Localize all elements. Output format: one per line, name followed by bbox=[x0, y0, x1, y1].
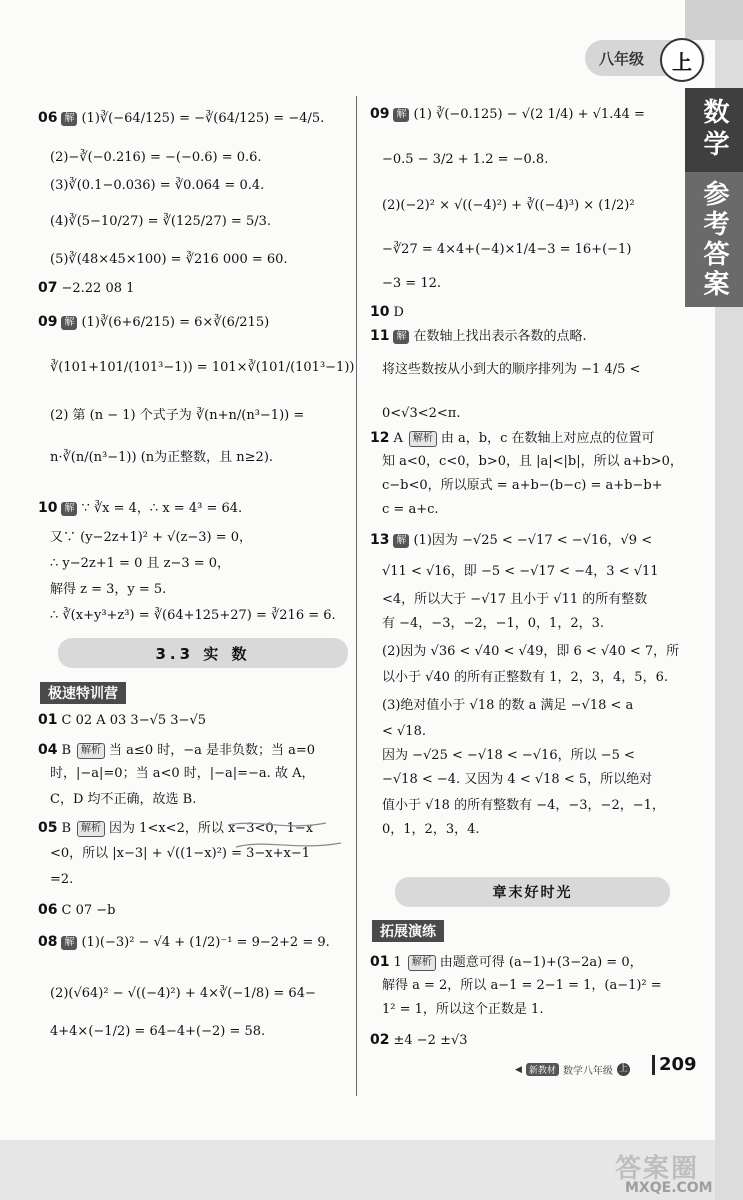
answer-text: (3)绝对值小于 √18 的数 a 满足 −√18 < a bbox=[382, 698, 634, 713]
question-number: 09 bbox=[370, 106, 390, 122]
answer-line bbox=[50, 528, 252, 548]
page-footer bbox=[515, 1062, 630, 1077]
answer-text: −3 = 12. bbox=[382, 276, 441, 291]
question-number: 06 bbox=[38, 110, 58, 126]
answer-line bbox=[370, 302, 404, 323]
answer-line bbox=[370, 326, 587, 347]
answer-line bbox=[382, 796, 665, 816]
footer-book-title: 数学八年级 bbox=[562, 1066, 613, 1077]
answer-text: (2)(−2)² × √((−4)²) + ∛((−4)³) × (1/2)² bbox=[382, 198, 635, 213]
answer-line bbox=[370, 104, 645, 125]
solution-badge: 解析 bbox=[409, 431, 437, 447]
answer-text: 有 −4，−3，−2，−1，0，1，2，3. bbox=[382, 616, 605, 631]
answer-text: ∴ ∛(x+y³+z³) = ∛(64+125+27) = ∛216 = 6. bbox=[50, 608, 336, 623]
question-number: 12 bbox=[370, 430, 390, 446]
question-number: 09 bbox=[38, 314, 58, 330]
answer-line bbox=[382, 404, 460, 424]
grade-text: 八年级 bbox=[599, 49, 645, 68]
answer-text: B bbox=[61, 743, 72, 758]
answer-text: B bbox=[61, 821, 72, 836]
answer-line bbox=[50, 1022, 265, 1042]
answer-line bbox=[382, 476, 663, 496]
answer-text: 因为 −√25 < −√18 < −√16，所以 −5 < bbox=[382, 748, 635, 763]
question-number: 11 bbox=[370, 328, 390, 344]
footer-volume-badge: 上 bbox=[618, 1064, 628, 1074]
answer-line bbox=[382, 150, 548, 170]
answer-text: (2)−∛(−0.216) = −(−0.6) = 0.6. bbox=[50, 150, 262, 165]
answer-text: 0<√3<2<π. bbox=[382, 406, 461, 421]
answer-text: <4，所以大于 −√17 且小于 √11 的所有整数 bbox=[382, 592, 648, 607]
answer-line bbox=[38, 932, 330, 953]
answer-text: (2)(√64)² − √((−4)²) + 4×∛(−1/8) = 64− bbox=[50, 986, 316, 1001]
solution-badge: 解 bbox=[61, 936, 77, 950]
arrow-left-icon: ◀ bbox=[515, 1064, 522, 1075]
answer-line bbox=[38, 108, 324, 129]
answer-line bbox=[38, 740, 315, 761]
answer-line bbox=[50, 250, 288, 270]
question-number: 10 bbox=[38, 500, 58, 516]
answer-text: ±4 −2 ±√3 bbox=[393, 1033, 468, 1048]
question-number: 06 bbox=[38, 902, 58, 918]
answer-line bbox=[50, 606, 336, 626]
answer-text: (4)∛(5−10/27) = ∛(125/27) = 5/3. bbox=[50, 214, 271, 229]
sidebar-top-tab bbox=[685, 0, 743, 40]
question-number: 07 bbox=[38, 280, 58, 296]
answer-text: √11 < √16，即 −5 < −√17 < −4，3 < √11 bbox=[382, 564, 659, 579]
answer-line bbox=[370, 428, 655, 449]
answer-text: < √18. bbox=[382, 724, 426, 739]
answer-text: (5)∛(48×45×100) = ∛216 000 = 60. bbox=[50, 252, 288, 267]
answer-line bbox=[382, 770, 652, 790]
watermark-url: MXQE.COM bbox=[625, 1180, 713, 1196]
question-number: 13 bbox=[370, 532, 390, 548]
question-number: 01 bbox=[38, 712, 58, 728]
answer-text: 1 bbox=[393, 955, 402, 970]
answer-line bbox=[50, 764, 314, 784]
answer-line bbox=[382, 614, 604, 634]
answer-text: c−b<0，所以原式 = a+b−(b−c) = a+b−b+ bbox=[382, 478, 663, 493]
answer-text: 时，|−a|=0；当 a<0 时，|−a|=−a. 故 A， bbox=[50, 766, 315, 781]
answer-text: (3)∛(0.1−0.036) = ∛0.064 = 0.4. bbox=[50, 178, 265, 193]
solution-badge: 解析 bbox=[77, 743, 105, 759]
answer-line bbox=[50, 790, 196, 810]
answer-line bbox=[50, 148, 262, 168]
answer-line bbox=[38, 900, 115, 921]
answer-key-tab: 参考答案 bbox=[685, 172, 743, 307]
answer-line bbox=[382, 590, 647, 610]
answer-line bbox=[50, 176, 264, 196]
volume-text: 上 bbox=[672, 49, 692, 74]
expand-title: 拓展演练 bbox=[380, 924, 436, 940]
answer-text: 1² = 1，所以这个正数是 1. bbox=[382, 1002, 544, 1017]
answer-text: 又∵ (y−2z+1)² + √(z−3) = 0， bbox=[50, 530, 253, 545]
answer-line bbox=[50, 406, 304, 426]
answer-text: ∴ y−2z+1 = 0 且 z−3 = 0， bbox=[50, 556, 231, 571]
answer-text: ∵ ∛x = 4，∴ x = 4³ = 64. bbox=[81, 501, 243, 516]
question-number: 10 bbox=[370, 304, 390, 320]
answer-text: (1)因为 −√25 < −√17 < −√16，√9 < bbox=[413, 533, 653, 548]
answer-line bbox=[382, 562, 659, 582]
pencil-scribble bbox=[226, 817, 346, 853]
chapter-summary-banner bbox=[395, 877, 670, 907]
answer-line bbox=[50, 870, 73, 890]
answer-line bbox=[382, 642, 679, 662]
answer-line bbox=[50, 554, 230, 574]
chapter-title: 章末好时光 bbox=[492, 885, 573, 901]
answer-text: 以小于 √40 的所有正整数有 1，2，3，4，5，6. bbox=[382, 670, 668, 685]
answer-line bbox=[382, 1000, 543, 1020]
subject-tab: 数学 bbox=[685, 88, 743, 172]
answer-line bbox=[38, 278, 134, 299]
answer-text: ∛(101+101/(101³−1)) = 101×∛(101/(101³−1)) bbox=[50, 360, 355, 375]
publisher-logo: 新教材 bbox=[526, 1063, 559, 1076]
answer-text: c = a+c. bbox=[382, 502, 439, 517]
answer-text: (1)∛(6+6/215) = 6×∛(6/215) bbox=[81, 315, 270, 330]
drill-title: 极速特训营 bbox=[48, 686, 118, 702]
answer-text: −∛27 = 4×4+(−4)×1/4−3 = 16+(−1) bbox=[382, 242, 632, 257]
answer-text: 将这些数按从小到大的顺序排列为 −1 4/5 < bbox=[382, 362, 641, 377]
answer-line bbox=[382, 722, 426, 742]
answer-line bbox=[382, 452, 683, 472]
answer-line bbox=[50, 448, 273, 468]
question-number: 01 bbox=[370, 954, 390, 970]
answer-text: 值小于 √18 的所有整数有 −4，−3，−2，−1， bbox=[382, 798, 665, 813]
answer-text: n·∛(n/(n³−1)) (n为正整数，且 n≥2). bbox=[50, 450, 274, 465]
answer-text: (1) ∛(−0.125) − √(2 1/4) + √1.44 = bbox=[413, 107, 645, 122]
watermark-logo: 答案圈 bbox=[615, 1154, 700, 1184]
expand-banner bbox=[372, 920, 444, 942]
solution-badge: 解 bbox=[393, 330, 409, 344]
answer-explanation: 由 a，b，c 在数轴上对应点的位置可 bbox=[440, 431, 655, 446]
answer-text: (1)∛(−64/125) = −∛(64/125) = −4/5. bbox=[81, 111, 325, 126]
answer-text: 知 a<0，c<0，b>0，且 |a|<|b|，所以 a+b>0， bbox=[382, 454, 683, 469]
solution-badge: 解 bbox=[61, 112, 77, 126]
answer-text: −√18 < −4. 又因为 4 < √18 < 5，所以绝对 bbox=[382, 772, 653, 787]
answer-text: (1)(−3)² − √4 + (1/2)⁻¹ = 9−2+2 = 9. bbox=[81, 935, 330, 950]
answer-line bbox=[382, 196, 635, 216]
answer-text: (2) 第 (n − 1) 个式子为 ∛(n+n/(n³−1)) = bbox=[50, 408, 305, 423]
answer-explanation: 当 a≤0 时，−a 是非负数；当 a=0 bbox=[109, 743, 316, 758]
answer-line bbox=[382, 668, 668, 688]
drill-banner bbox=[40, 682, 126, 704]
question-number: 08 bbox=[38, 934, 58, 950]
answer-text: 4+4×(−1/2) = 64−4+(−2) = 58. bbox=[50, 1024, 266, 1039]
question-number: 04 bbox=[38, 742, 58, 758]
answer-line bbox=[50, 984, 316, 1004]
solution-badge: 解析 bbox=[77, 821, 105, 837]
answer-explanation: 因为 1<x<2，所以 x−3<0，1−x bbox=[109, 821, 314, 836]
answer-line bbox=[382, 746, 635, 766]
answer-text: <0，所以 |x−3| + √((1−x)²) = 3−x+x−1 bbox=[50, 846, 311, 861]
answer-line bbox=[382, 274, 441, 294]
answer-line bbox=[382, 976, 662, 996]
solution-badge: 解 bbox=[393, 534, 409, 548]
answer-line bbox=[382, 820, 480, 840]
answer-line bbox=[370, 1030, 468, 1051]
answer-text: (2)因为 √36 < √40 < √49，即 6 < √40 < 7，所 bbox=[382, 644, 680, 659]
answer-line bbox=[38, 498, 242, 519]
answer-text: 在数轴上找出表示各数的点略. bbox=[413, 329, 587, 344]
question-number: 05 bbox=[38, 820, 58, 836]
solution-badge: 解 bbox=[393, 108, 409, 122]
column-divider bbox=[356, 96, 357, 1096]
answer-text: 0，1，2，3，4. bbox=[382, 822, 480, 837]
answer-line bbox=[370, 952, 643, 973]
answer-line bbox=[38, 312, 269, 333]
answer-line bbox=[370, 530, 652, 551]
answer-line bbox=[382, 240, 631, 260]
answer-line bbox=[382, 500, 439, 520]
answer-text: =2. bbox=[50, 872, 74, 887]
page-number: 209 bbox=[652, 1055, 697, 1075]
answer-line bbox=[382, 360, 640, 380]
answer-text: C 07 −b bbox=[61, 903, 116, 918]
answer-text: −0.5 − 3/2 + 1.2 = −0.8. bbox=[382, 152, 549, 167]
answer-text: −2.22 08 1 bbox=[61, 281, 135, 296]
answer-line bbox=[50, 212, 271, 232]
section-title-banner bbox=[58, 638, 348, 668]
answer-text: C，D 均不正确，故选 B. bbox=[50, 792, 197, 807]
answer-text: D bbox=[393, 305, 404, 320]
answer-line bbox=[38, 710, 206, 731]
solution-badge: 解析 bbox=[408, 955, 436, 971]
answer-text: 解得 a = 2，所以 a−1 = 2−1 = 1，(a−1)² = bbox=[382, 978, 662, 993]
answer-line bbox=[50, 580, 166, 600]
question-number: 02 bbox=[370, 1032, 390, 1048]
answer-line bbox=[382, 696, 633, 716]
solution-badge: 解 bbox=[61, 502, 77, 516]
section-title: 3.3 实 数 bbox=[155, 644, 251, 663]
answer-explanation: 由题意可得 (a−1)+(3−2a) = 0， bbox=[439, 955, 643, 970]
answer-text: A bbox=[393, 431, 403, 446]
answer-line bbox=[50, 358, 354, 378]
answer-text: C 02 A 03 3−√5 3−√5 bbox=[61, 713, 207, 728]
volume-badge bbox=[660, 38, 704, 82]
solution-badge: 解 bbox=[61, 316, 77, 330]
answer-text: 解得 z = 3，y = 5. bbox=[50, 582, 167, 597]
